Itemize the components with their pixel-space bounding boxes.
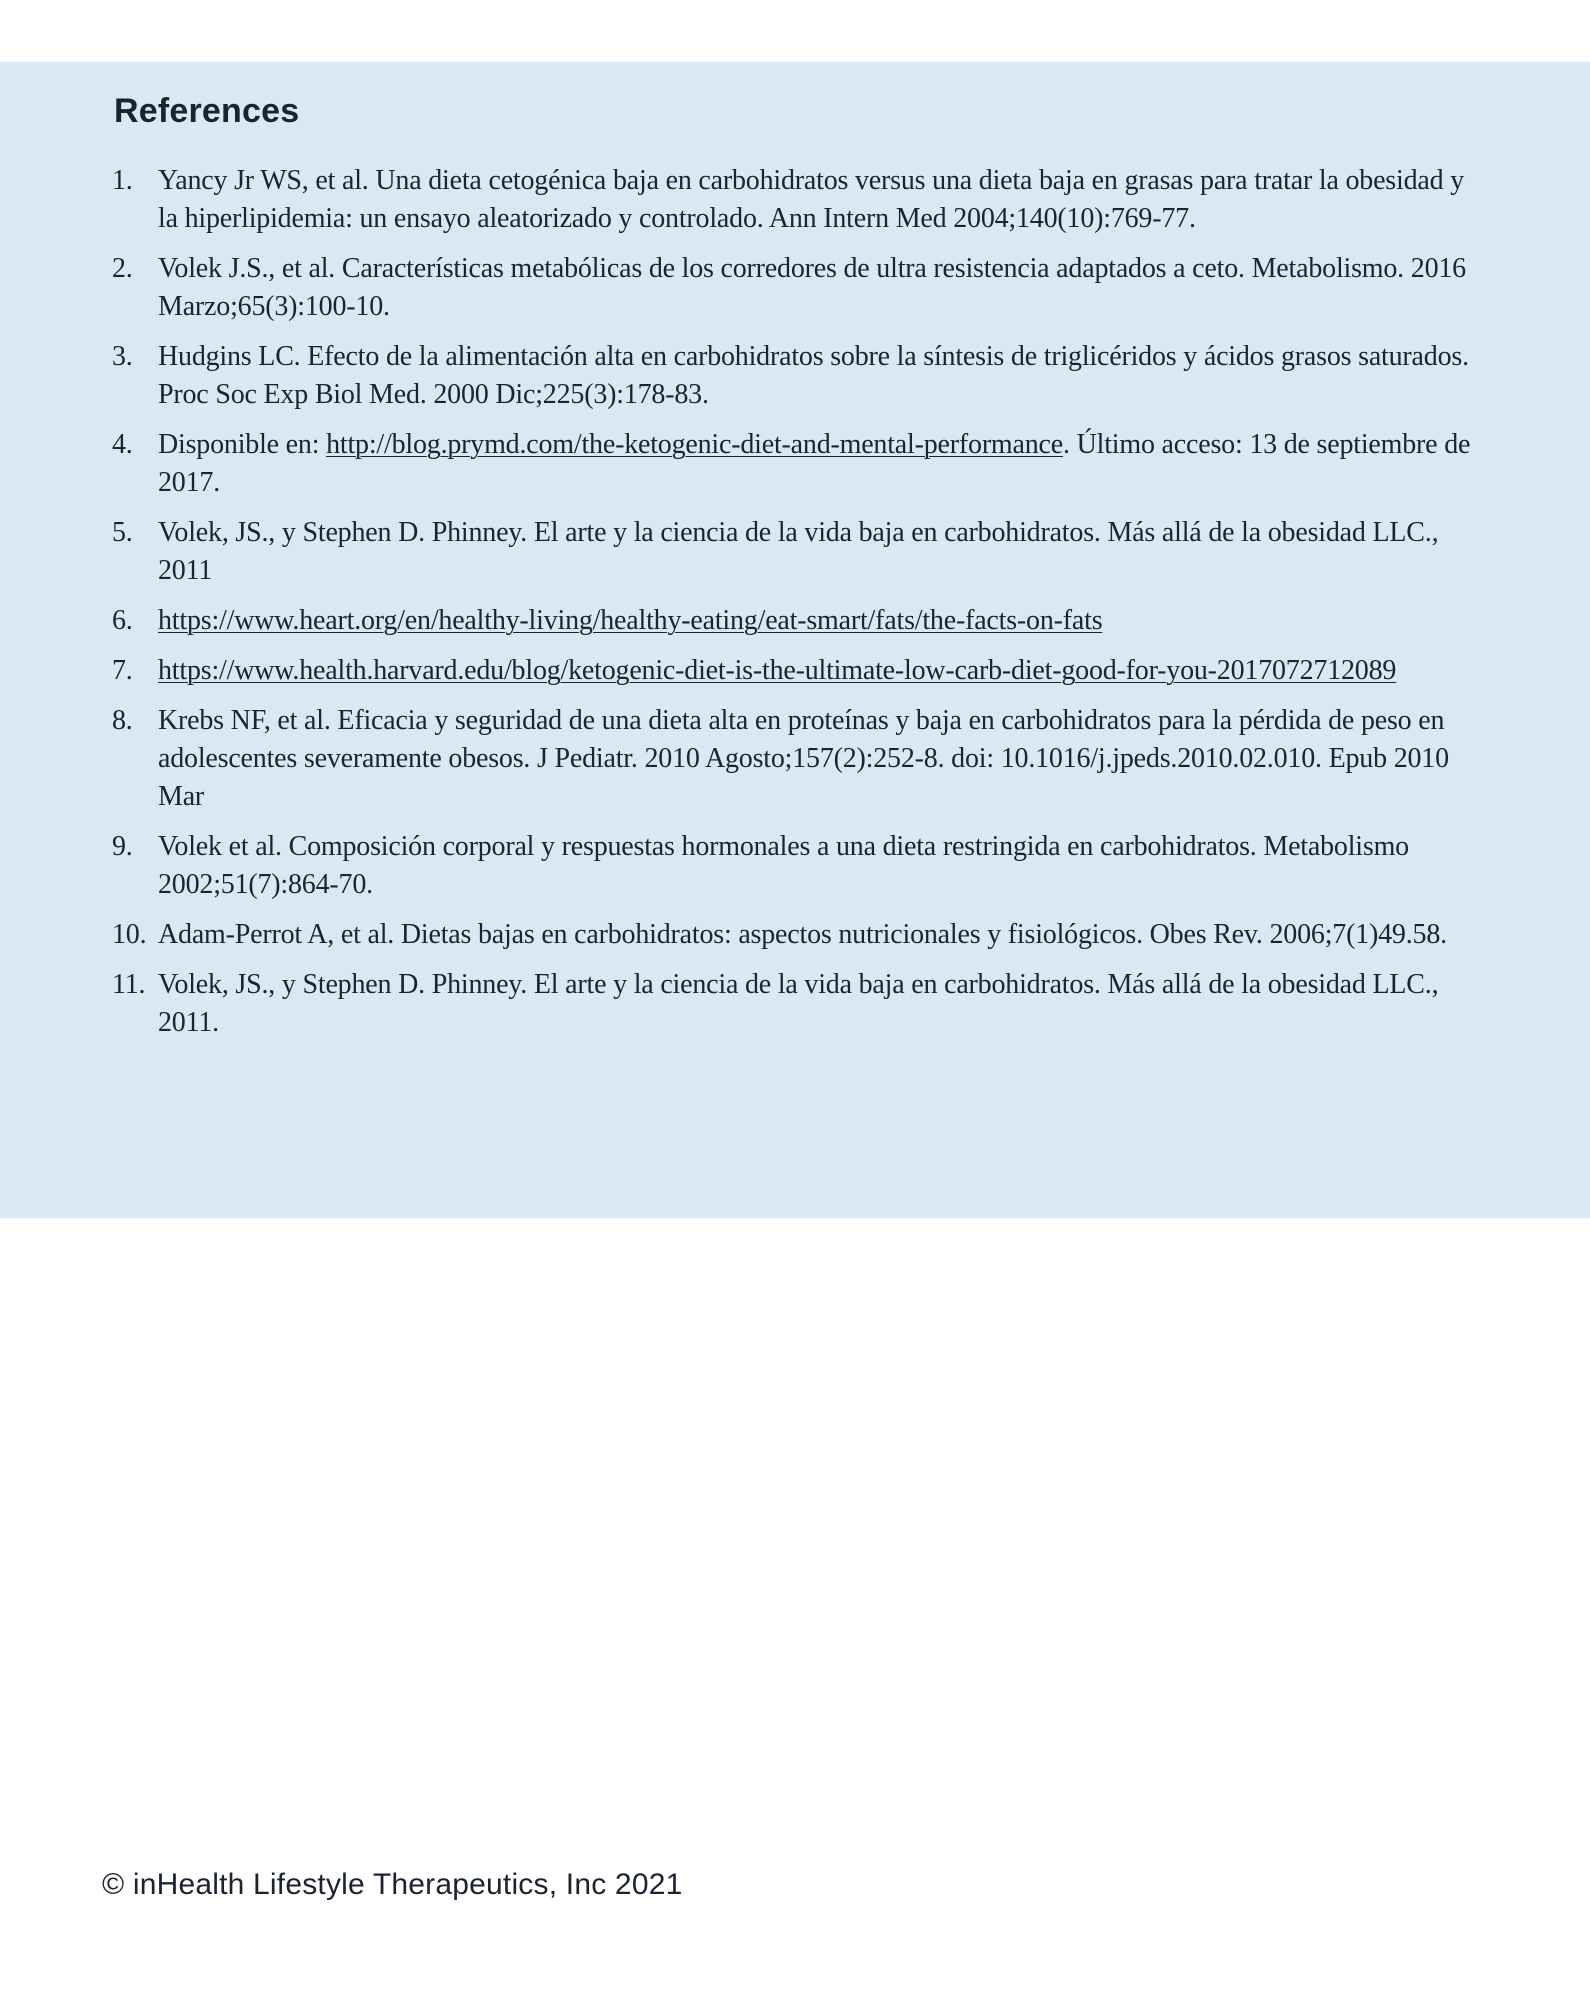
reference-item-11 [112, 966, 1472, 1042]
reference-number: 11. [112, 969, 146, 1000]
reference-item-2 [112, 250, 1472, 326]
reference-link-prymd[interactable]: http://blog.prymd.com/the-ketogenic-diet-and-mental-performance [326, 429, 1063, 460]
reference-item-5 [112, 514, 1472, 590]
reference-item-10 [112, 916, 1472, 954]
reference-text: Volek J.S., et al. Características metabólicas de los corredores de ultra resistencia adaptados a ceto. Metabolismo. 2016 Marzo;65(3):100-10. [158, 253, 1466, 322]
reference-number: 9. [112, 831, 133, 862]
reference-item-3 [112, 338, 1472, 414]
reference-prefix: Disponible en: [158, 429, 327, 460]
reference-link-harvard[interactable]: https://www.health.harvard.edu/blog/ketogenic-diet-is-the-ultimate-low-carb-diet-good-for-you-2017072712089 [158, 655, 1397, 686]
reference-text: Volek, JS., y Stephen D. Phinney. El arte y la ciencia de la vida baja en carbohidratos. Más allá de la obesidad LLC., 2011. [158, 969, 1439, 1038]
reference-item-8 [112, 702, 1472, 816]
reference-text: Yancy Jr WS, et al. Una dieta cetogénica baja en carbohidratos versus una dieta baja en grasas para tratar la obesidad y la hiperlipidemia: un ensayo aleatorizado y controlado. Ann Intern Med 2004;140(10):769-77. [158, 165, 1465, 234]
reference-item-4 [112, 426, 1472, 502]
reference-number: 4. [112, 429, 133, 460]
reference-number: 5. [112, 517, 133, 548]
reference-item-7 [112, 652, 1472, 690]
reference-number: 10. [112, 919, 147, 950]
reference-text [158, 655, 1396, 686]
references-heading: References [114, 92, 300, 130]
reference-item-9 [112, 828, 1472, 904]
reference-text: Adam-Perrot A, et al. Dietas bajas en carbohidratos: aspectos nutricionales y fisiológicos. Obes Rev. 2006;7(1)49.58. [158, 919, 1447, 950]
reference-text [158, 429, 1470, 498]
reference-item-6 [112, 602, 1472, 640]
reference-link-heart-org[interactable]: https://www.heart.org/en/healthy-living/healthy-eating/eat-smart/fats/the-facts-on-fats [158, 605, 1103, 636]
reference-item-1 [112, 162, 1472, 238]
reference-number: 8. [112, 705, 133, 736]
reference-number: 2. [112, 253, 133, 284]
references-list [112, 162, 1472, 1054]
reference-text: Volek, JS., y Stephen D. Phinney. El arte y la ciencia de la vida baja en carbohidratos. Más allá de la obesidad LLC., 2011 [158, 517, 1439, 586]
reference-text: Hudgins LC. Efecto de la alimentación alta en carbohidratos sobre la síntesis de triglicéridos y ácidos grasos saturados. Proc Soc Exp Biol Med. 2000 Dic;225(3):178-83. [158, 341, 1469, 410]
reference-number: 3. [112, 341, 133, 372]
reference-text: Krebs NF, et al. Eficacia y seguridad de una dieta alta en proteínas y baja en carbohidratos para la pérdida de peso en adolescentes severamente obesos. J Pediatr. 2010 Agosto;157(2):252-8. doi: 10.1016/j.jpeds.2010.02.010. Epub 2010 Mar [158, 705, 1449, 812]
reference-text: Volek et al. Composición corporal y respuestas hormonales a una dieta restringida en carbohidratos. Metabolismo 2002;51(7):864-70. [158, 831, 1409, 900]
reference-number: 7. [112, 655, 133, 686]
reference-text [158, 605, 1102, 636]
reference-number: 1. [112, 165, 133, 196]
reference-suffix: . Último acceso: 13 de septiembre de 2017. [158, 429, 1471, 498]
reference-number: 6. [112, 605, 133, 636]
copyright-footer: © inHealth Lifestyle Therapeutics, Inc 2021 [102, 1868, 683, 1901]
